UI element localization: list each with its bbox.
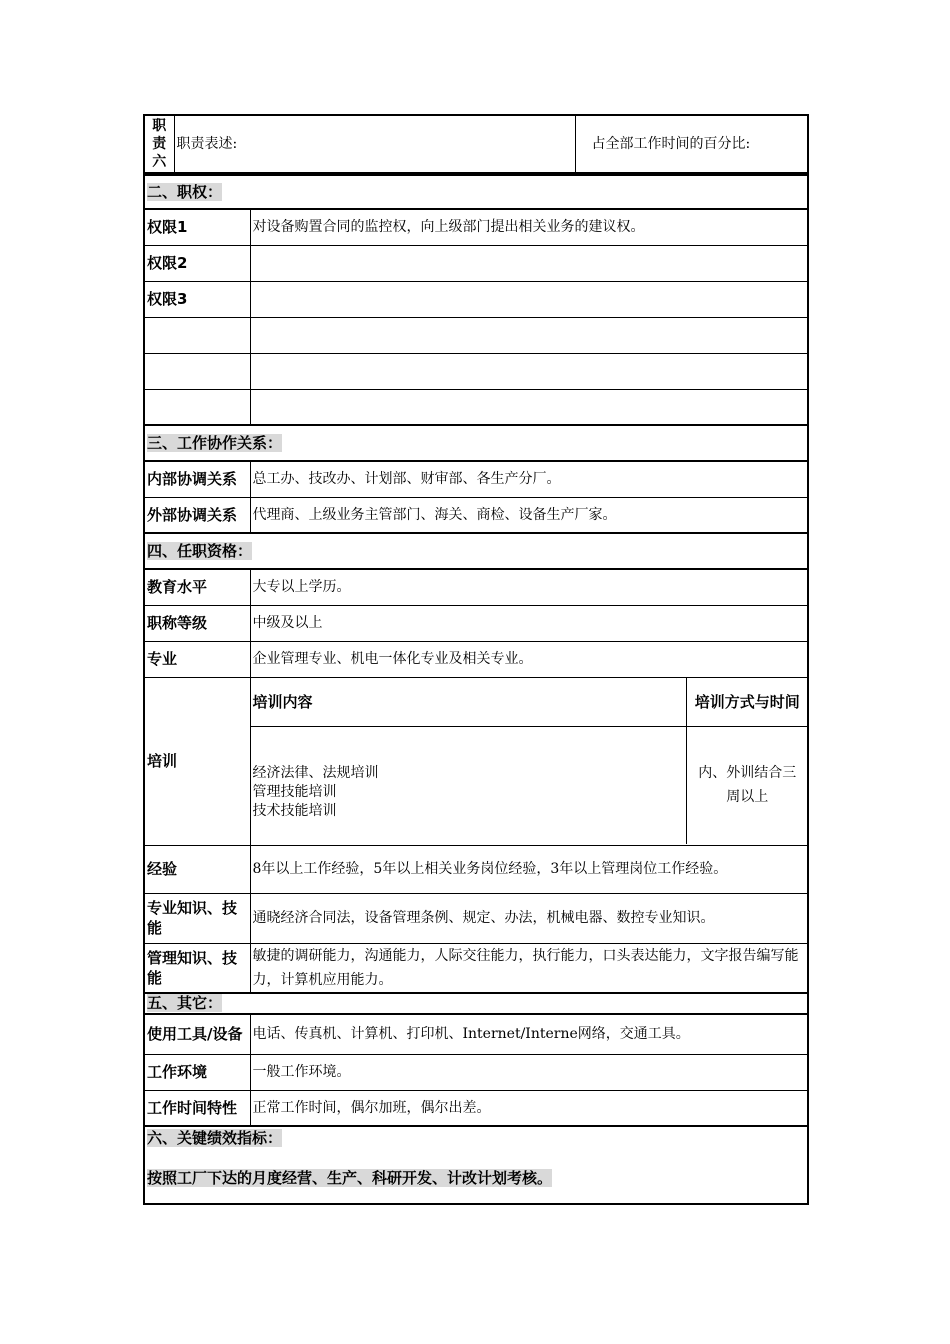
authority-value-2 (250, 245, 808, 281)
duty6-desc-label: 职责表述: (174, 115, 575, 173)
other-heading: 五、其它： (147, 994, 223, 1012)
training-content-header: 培训内容 (251, 678, 687, 726)
external-label: 外部协调关系 (144, 497, 250, 533)
major-value: 企业管理专业、机电一体化专业及相关专业。 (250, 641, 808, 677)
training-subtable (251, 678, 808, 844)
experience-value: 8年以上工作经验，5年以上相关业务岗位经验，3年以上管理岗位工作经验。 (250, 845, 808, 893)
authority-table (143, 174, 809, 1205)
kpi-value: 按照工厂下达的月度经营、生产、科研开发、计改计划考核。 (147, 1169, 553, 1187)
title-value: 中级及以上 (250, 605, 808, 641)
training-method-header: 培训方式与时间 (687, 678, 807, 726)
internal-label: 内部协调关系 (144, 461, 250, 497)
job-description-table (143, 114, 807, 1205)
experience-label: 经验 (144, 845, 250, 893)
env-label: 工作环境 (144, 1054, 250, 1090)
training-item: 经济法律、法规培训 (252, 764, 379, 781)
empty-cell (144, 353, 250, 389)
authority-value-3 (250, 281, 808, 317)
title-label: 职称等级 (144, 605, 250, 641)
pro-knowledge-value: 通晓经济合同法，设备管理条例、规定、办法，机械电器、数控专业知识。 (250, 893, 808, 943)
qual-heading: 四、任职资格： (147, 541, 253, 560)
mgmt-knowledge-value: 敏捷的调研能力，沟通能力，人际交往能力，执行能力，口头表达能力，文字报告编写能力，计算机应用能力。 (250, 943, 808, 993)
major-label: 专业 (144, 641, 250, 677)
education-label: 教育水平 (144, 569, 250, 605)
training-label: 培训 (144, 677, 250, 845)
authority-label-3: 权限3 (144, 281, 250, 317)
duty6-percent-label: 占全部工作时间的百分比: (575, 115, 808, 173)
time-label: 工作时间特性 (144, 1090, 250, 1126)
tools-label: 使用工具/设备 (144, 1014, 250, 1054)
education-value: 大专以上学历。 (250, 569, 808, 605)
empty-cell (144, 389, 250, 425)
authority-label-1: 权限1 (144, 209, 250, 245)
internal-value: 总工办、技改办、计划部、财审部、各生产分厂。 (250, 461, 808, 497)
duty6-table (143, 114, 809, 174)
training-item: 技术技能培训 (252, 802, 337, 819)
time-value: 正常工作时间，偶尔加班，偶尔出差。 (250, 1090, 808, 1126)
duty6-label: 职责六 (144, 115, 174, 173)
mgmt-knowledge-label: 管理知识、技能 (144, 943, 250, 993)
empty-cell (250, 317, 808, 353)
tools-value: 电话、传真机、计算机、打印机、Internet/Interne网络，交通工具。 (250, 1014, 808, 1054)
training-item: 管理技能培训 (252, 783, 337, 800)
empty-cell (250, 389, 808, 425)
empty-cell (250, 353, 808, 389)
training-method-value: 内、外训结合三周以上 (698, 765, 797, 806)
env-value: 一般工作环境。 (250, 1054, 808, 1090)
authority-heading: 二、职权： (147, 182, 223, 201)
collab-heading: 三、工作协作关系： (147, 433, 283, 452)
kpi-heading: 六、关键绩效指标： (147, 1129, 283, 1147)
authority-value-1: 对设备购置合同的监控权，向上级部门提出相关业务的建议权。 (250, 209, 808, 245)
pro-knowledge-label: 专业知识、技能 (144, 893, 250, 943)
authority-label-2: 权限2 (144, 245, 250, 281)
training-items (251, 726, 687, 844)
empty-cell (144, 317, 250, 353)
external-value: 代理商、上级业务主管部门、海关、商检、设备生产厂家。 (250, 497, 808, 533)
